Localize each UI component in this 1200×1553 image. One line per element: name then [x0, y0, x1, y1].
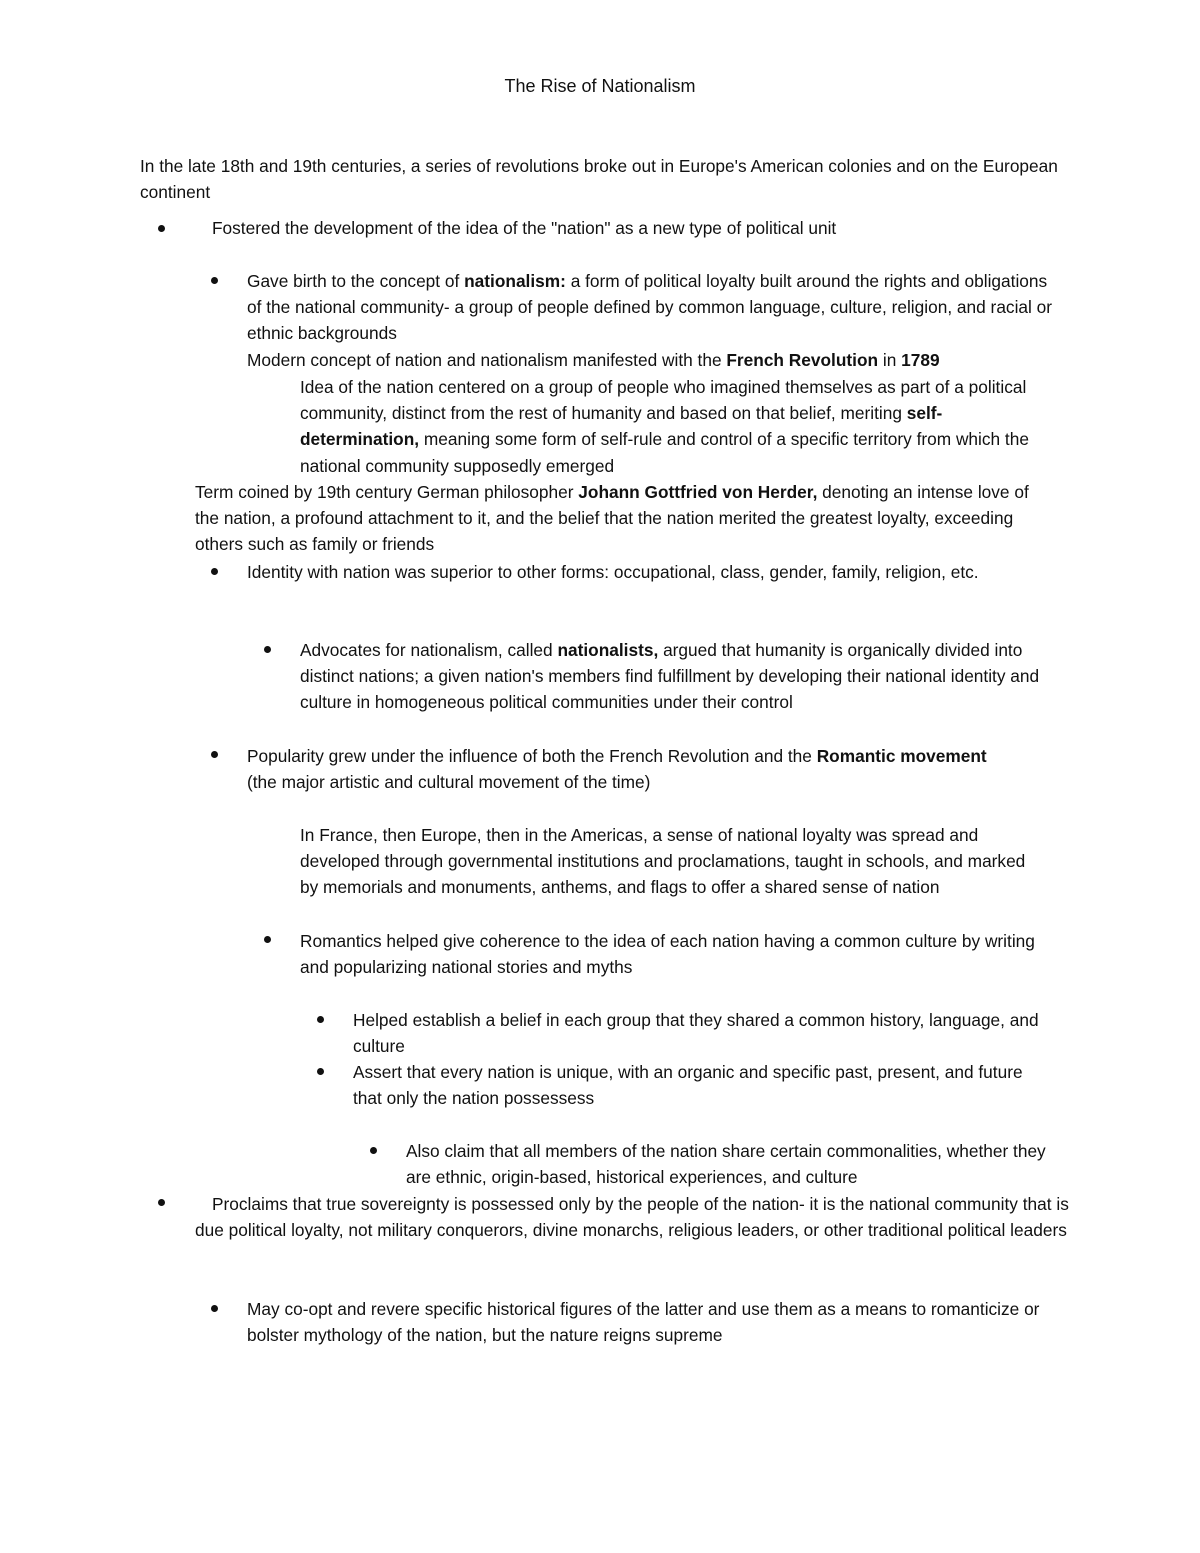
intro-paragraph: In the late 18th and 19th centuries, a series of revolutions broke out in Europe's American colonies and on the European continent — [140, 156, 1058, 203]
document-title: The Rise of Nationalism — [504, 76, 696, 96]
bullet-icon — [158, 1199, 165, 1206]
bullet-icon — [211, 277, 218, 284]
list-item-term-coined: Term coined by 19th century German philosopher Johann Gottfried von Herder, denoting an intense love of the nation, a profound attachment to it, and the belief that the nation merited the greatest loyalty, exceeding others such as family or friends — [195, 482, 1029, 555]
bullet-icon — [370, 1147, 377, 1154]
bullet-icon — [211, 751, 218, 758]
list-item-identity: Identity with nation was superior to other forms: occupational, class, gender, family, religion, etc. — [247, 562, 979, 582]
bullet-icon — [211, 568, 218, 575]
list-item-popularity: Popularity grew under the influence of both the French Revolution and the Romantic movement (the major artistic and cultural movement of the time) — [247, 746, 987, 793]
list-item-romantics: Romantics helped give coherence to the idea of each nation having a common culture by writing and popularizing national stories and myths — [300, 931, 1035, 978]
bullet-icon — [264, 936, 271, 943]
term-nationalists: nationalists, — [557, 640, 659, 660]
term-1789: 1789 — [901, 350, 940, 370]
bullet-icon — [158, 225, 165, 232]
list-item-idea: Idea of the nation centered on a group of people who imagined themselves as part of a political community, distinct from the rest of humanity and based on that belief, meriting self-determination, meaning some form of self-rule and control of a specific territory from which the national community supposedly emerged — [300, 377, 1029, 476]
list-item-helped: Helped establish a belief in each group that they shared a common history, language, and culture — [353, 1010, 1039, 1057]
term-herder: Johann Gottfried von Herder, — [578, 482, 818, 502]
list-item-gave-birth: Gave birth to the concept of nationalism: a form of political loyalty built around the rights and obligations of the national community- a group of people defined by common language, culture, religion, and racial or ethnic backgrounds — [247, 271, 1053, 344]
bullet-icon — [317, 1068, 324, 1075]
term-self-determination: self-determination, — [300, 403, 943, 450]
list-item-proclaims: Proclaims that true sovereignty is possessed only by the people of the nation- it is the national community that is due political loyalty, not military conquerors, divine monarchs, religious leaders, or other traditional political leaders — [195, 1194, 1069, 1241]
list-item-claim: Also claim that all members of the nation share certain commonalities, whether they are ethnic, origin-based, historical experiences, and culture — [406, 1141, 1046, 1188]
list-item-fostered: Fostered the development of the idea of the "nation" as a new type of political unit — [212, 218, 837, 238]
term-french-revolution: French Revolution — [726, 350, 879, 370]
term-nationalism: nationalism: — [464, 271, 566, 291]
bullet-icon — [264, 646, 271, 653]
list-item-france: In France, then Europe, then in the Americas, a sense of national loyalty was spread and developed through governmental institutions and proclamations, taught in schools, and marked by memorials and monuments, anthems, and flags to offer a shared sense of nation — [300, 825, 1026, 898]
list-item-modern-concept: Modern concept of nation and nationalism manifested with the French Revolution in 1789 — [247, 350, 940, 370]
bullet-icon — [317, 1016, 324, 1023]
bullet-icon — [211, 1305, 218, 1312]
term-romantic-movement: Romantic movement — [816, 746, 987, 766]
list-item-advocates: Advocates for nationalism, called nationalists, argued that humanity is organically divided into distinct nations; a given nation's members find fulfillment by developing their national identity and culture in homogeneous political communities under their control — [300, 640, 1040, 713]
list-item-coopt: May co-opt and revere specific historical figures of the latter and use them as a means to romanticize or bolster mythology of the nation, but the nature reigns supreme — [247, 1299, 1040, 1346]
list-item-assert: Assert that every nation is unique, with an organic and specific past, present, and future that only the nation possessess — [353, 1062, 1023, 1109]
